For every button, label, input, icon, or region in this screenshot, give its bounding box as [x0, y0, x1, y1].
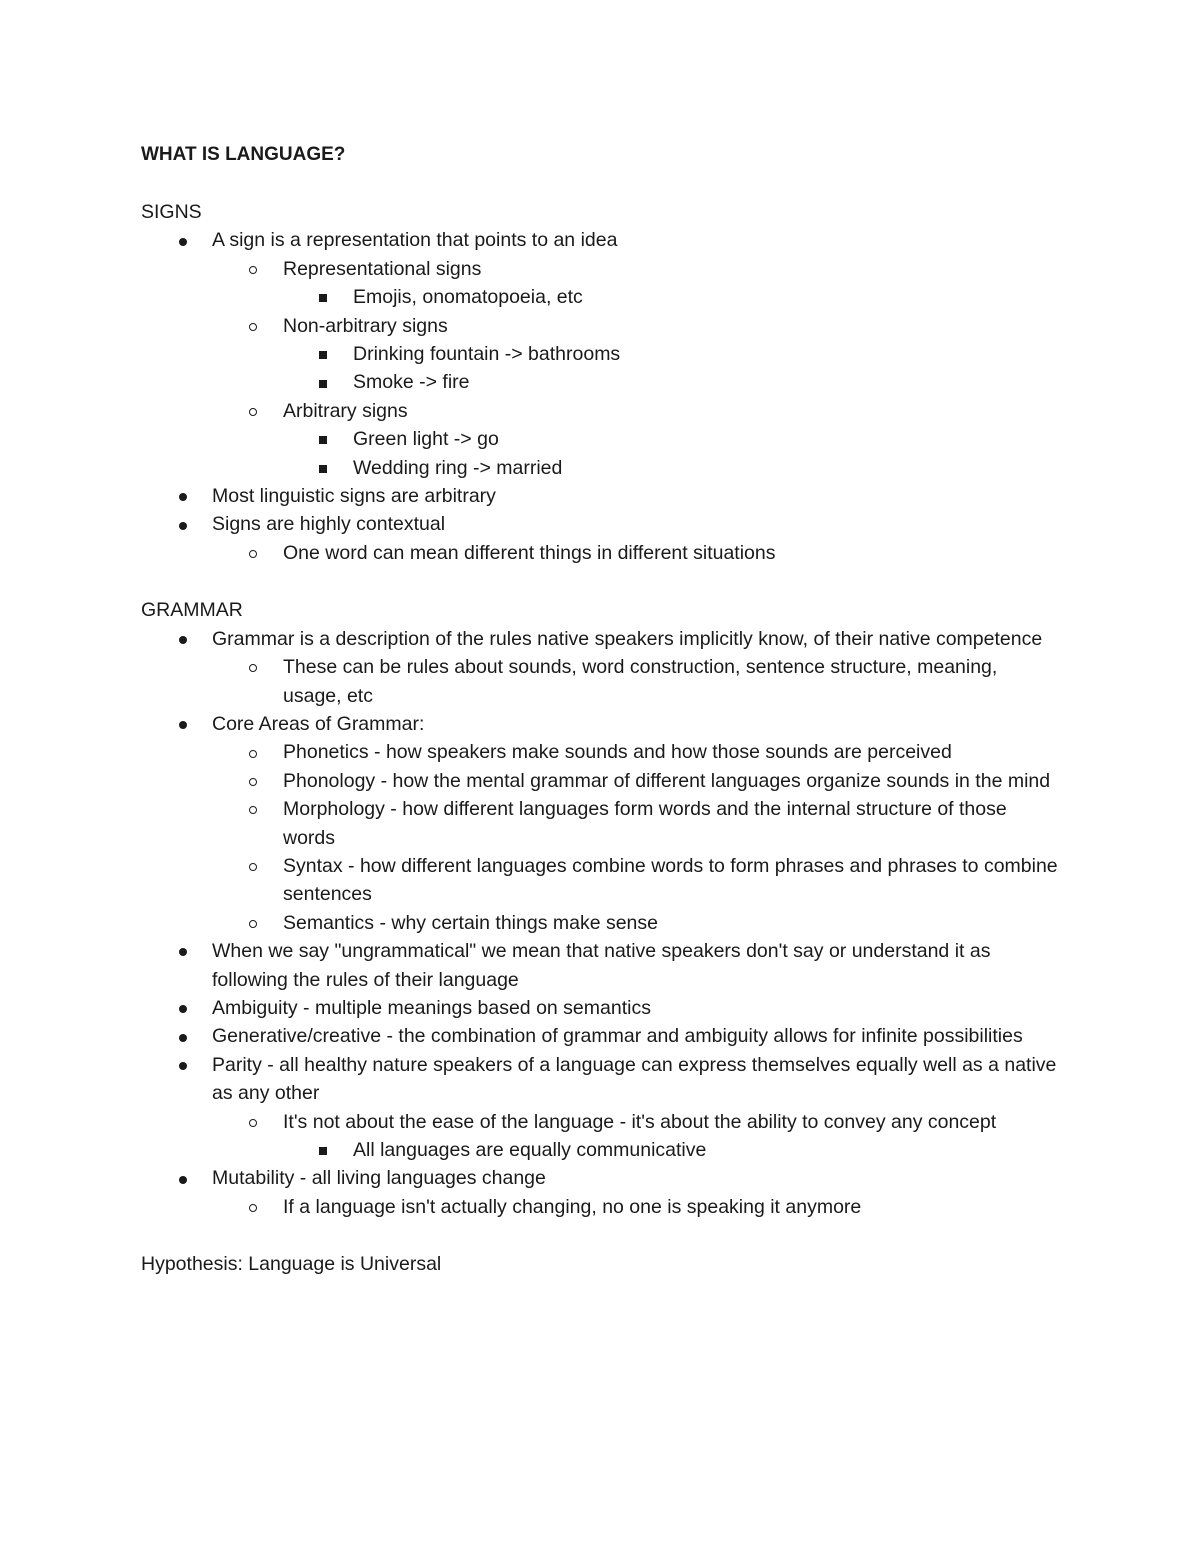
section-heading: Hypothesis: Language is Universal: [141, 1253, 442, 1276]
list-item: [141, 994, 1061, 1022]
list-item: [141, 1193, 1061, 1221]
outline-level-2: [141, 767, 1061, 795]
bullet-mark: [319, 1147, 327, 1155]
bullet-mark: [249, 664, 257, 672]
bullet-hollow-circle-icon: [249, 255, 257, 283]
list-item: [141, 1051, 1061, 1108]
list-item: [141, 653, 1061, 710]
bullet-hollow-circle-icon: [249, 767, 257, 795]
bullet-mark: [179, 1176, 187, 1184]
list-item-text: Arbitrary signs: [283, 399, 408, 422]
outline-level-1: [141, 1022, 1061, 1050]
list-item: [141, 312, 1061, 340]
bullet-filled-circle-icon: [179, 1051, 187, 1079]
bullet-mark: [249, 1204, 257, 1212]
bullet-hollow-circle-icon: [249, 909, 257, 937]
list-item-text: Green light -> go: [353, 428, 499, 451]
bullet-mark: [179, 948, 187, 956]
bullet-mark: [249, 1119, 257, 1127]
outline-level-2: [141, 738, 1061, 766]
list-item-text: Semantics - why certain things make sense: [283, 911, 658, 934]
list-item-text: Emojis, onomatopoeia, etc: [353, 286, 583, 309]
list-item: [141, 340, 1061, 368]
list-item: [141, 510, 1061, 538]
bullet-hollow-circle-icon: [249, 653, 257, 681]
bullet-mark: [319, 294, 327, 302]
outline-level-2: [141, 397, 1061, 425]
bullet-filled-circle-icon: [179, 226, 187, 254]
outline-level-3: [141, 454, 1061, 482]
list-item-text: Grammar is a description of the rules native speakers implicitly know, of their native competence: [212, 627, 1043, 650]
bullet-mark: [179, 636, 187, 644]
outline-level-1: [141, 226, 1061, 254]
outline-level-2: [141, 255, 1061, 283]
bullet-filled-circle-icon: [179, 937, 187, 965]
bullet-filled-circle-icon: [179, 1022, 187, 1050]
list-item: [141, 767, 1061, 795]
bullet-mark: [179, 1005, 187, 1013]
bullet-square-icon: [319, 425, 327, 453]
bullet-mark: [249, 323, 257, 331]
list-item: [141, 852, 1061, 909]
outline-level-1: [141, 1164, 1061, 1192]
bullet-mark: [319, 465, 327, 473]
bullet-mark: [179, 1034, 187, 1042]
list-item: [141, 710, 1061, 738]
outline-level-1: [141, 937, 1061, 994]
outline-level-1: [141, 625, 1061, 653]
outline-level-3: [141, 283, 1061, 311]
outline-level-2: [141, 539, 1061, 567]
list-item: [141, 539, 1061, 567]
spacer: [141, 1221, 1061, 1250]
list-item-text: Representational signs: [283, 257, 482, 280]
list-item: [141, 909, 1061, 937]
list-item: [141, 738, 1061, 766]
outline-level-1: [141, 510, 1061, 538]
bullet-mark: [179, 721, 187, 729]
bullet-square-icon: [319, 340, 327, 368]
list-item: [141, 482, 1061, 510]
outline-level-1: [141, 1051, 1061, 1108]
list-item: [141, 795, 1061, 852]
outline-level-2: [141, 312, 1061, 340]
outline-level-2: [141, 795, 1061, 852]
list-item-text: Wedding ring -> married: [353, 456, 563, 479]
list-item-text: One word can mean different things in different situations: [283, 541, 776, 564]
bullet-square-icon: [319, 454, 327, 482]
list-item: [141, 283, 1061, 311]
list-item: [141, 368, 1061, 396]
list-item-text: Mutability - all living languages change: [212, 1167, 546, 1190]
spacer: [141, 169, 1061, 198]
outline-level-3: [141, 1136, 1061, 1164]
outline-level-2: [141, 1193, 1061, 1221]
bullet-square-icon: [319, 283, 327, 311]
list-item-text: Core Areas of Grammar:: [212, 712, 425, 735]
outline-level-3: [141, 368, 1061, 396]
list-item-text: Signs are highly contextual: [212, 513, 446, 536]
bullet-hollow-circle-icon: [249, 795, 257, 823]
section-heading: SIGNS: [141, 201, 202, 223]
bullet-square-icon: [319, 368, 327, 396]
list-item-text: Non-arbitrary signs: [283, 314, 448, 337]
bullet-mark: [179, 1062, 187, 1070]
bullet-hollow-circle-icon: [249, 539, 257, 567]
list-item: [141, 1022, 1061, 1050]
bullet-mark: [249, 920, 257, 928]
bullet-filled-circle-icon: [179, 1164, 187, 1192]
section-heading: GRAMMAR: [141, 599, 243, 622]
list-item-text: It's not about the ease of the language - it's about the ability to convey any concept: [283, 1110, 997, 1133]
bullet-mark: [249, 806, 257, 814]
list-item: [141, 937, 1061, 994]
bullet-mark: [319, 351, 327, 359]
bullet-hollow-circle-icon: [249, 738, 257, 766]
outline-level-1: [141, 710, 1061, 738]
list-item-text: Phonology - how the mental grammar of different languages organize sounds in the mind: [283, 769, 1051, 792]
list-item-text: Phonetics - how speakers make sounds and how those sounds are perceived: [283, 741, 952, 764]
spacer: [141, 567, 1061, 596]
list-item-text: Syntax - how different languages combine words to form phrases and phrases to combine sentences: [283, 854, 1058, 906]
outline-level-2: [141, 852, 1061, 909]
bullet-mark: [319, 436, 327, 444]
list-item-text: Morphology - how different languages form words and the internal structure of those words: [283, 798, 1007, 849]
bullet-mark: [179, 493, 187, 501]
bullet-mark: [249, 778, 257, 786]
list-item-text: Ambiguity - multiple meanings based on semantics: [212, 996, 651, 1019]
bullet-filled-circle-icon: [179, 710, 187, 738]
bullet-mark: [179, 238, 187, 246]
bullet-filled-circle-icon: [179, 625, 187, 653]
bullet-filled-circle-icon: [179, 994, 187, 1022]
list-item: [141, 226, 1061, 254]
list-item: [141, 255, 1061, 283]
outline-level-3: [141, 425, 1061, 453]
document-page: [141, 141, 1061, 1279]
bullet-hollow-circle-icon: [249, 312, 257, 340]
bullet-hollow-circle-icon: [249, 1193, 257, 1221]
list-item: [141, 1108, 1061, 1136]
list-item-text: These can be rules about sounds, word construction, sentence structure, meaning, usage, etc: [283, 656, 998, 707]
bullet-hollow-circle-icon: [249, 1108, 257, 1136]
list-item-text: Drinking fountain -> bathrooms: [353, 343, 621, 366]
bullet-mark: [249, 266, 257, 274]
bullet-mark: [249, 750, 257, 758]
outline-level-3: [141, 340, 1061, 368]
bullet-mark: [249, 408, 257, 416]
outline-level-2: [141, 909, 1061, 937]
list-item-text: A sign is a representation that points to an idea: [212, 229, 618, 252]
outline-level-2: [141, 653, 1061, 710]
list-item-text: When we say "ungrammatical" we mean that native speakers don't say or understand it as following the rules of their language: [212, 940, 991, 991]
bullet-filled-circle-icon: [179, 510, 187, 538]
outline-level-1: [141, 994, 1061, 1022]
document-body: [141, 198, 1061, 1279]
list-item: [141, 625, 1061, 653]
list-item: [141, 1136, 1061, 1164]
list-item-text: Parity - all healthy nature speakers of a language can express themselves equally well as a native as any other: [212, 1053, 1057, 1105]
list-item-text: If a language isn't actually changing, no one is speaking it anymore: [283, 1195, 862, 1218]
bullet-square-icon: [319, 1136, 327, 1164]
list-item: [141, 454, 1061, 482]
bullet-mark: [249, 863, 257, 871]
bullet-filled-circle-icon: [179, 482, 187, 510]
outline-level-1: [141, 482, 1061, 510]
list-item-text: Most linguistic signs are arbitrary: [212, 485, 496, 508]
bullet-mark: [319, 380, 327, 388]
list-item: [141, 425, 1061, 453]
list-item-text: Generative/creative - the combination of grammar and ambiguity allows for infinite possibilities: [212, 1025, 1023, 1048]
document-title: WHAT IS LANGUAGE?: [141, 144, 346, 165]
bullet-hollow-circle-icon: [249, 852, 257, 880]
bullet-mark: [249, 550, 257, 558]
list-item: [141, 397, 1061, 425]
bullet-hollow-circle-icon: [249, 397, 257, 425]
outline-level-2: [141, 1108, 1061, 1136]
bullet-mark: [179, 522, 187, 530]
list-item: [141, 1164, 1061, 1192]
list-item-text: Smoke -> fire: [353, 371, 470, 394]
list-item-text: All languages are equally communicative: [353, 1139, 707, 1161]
